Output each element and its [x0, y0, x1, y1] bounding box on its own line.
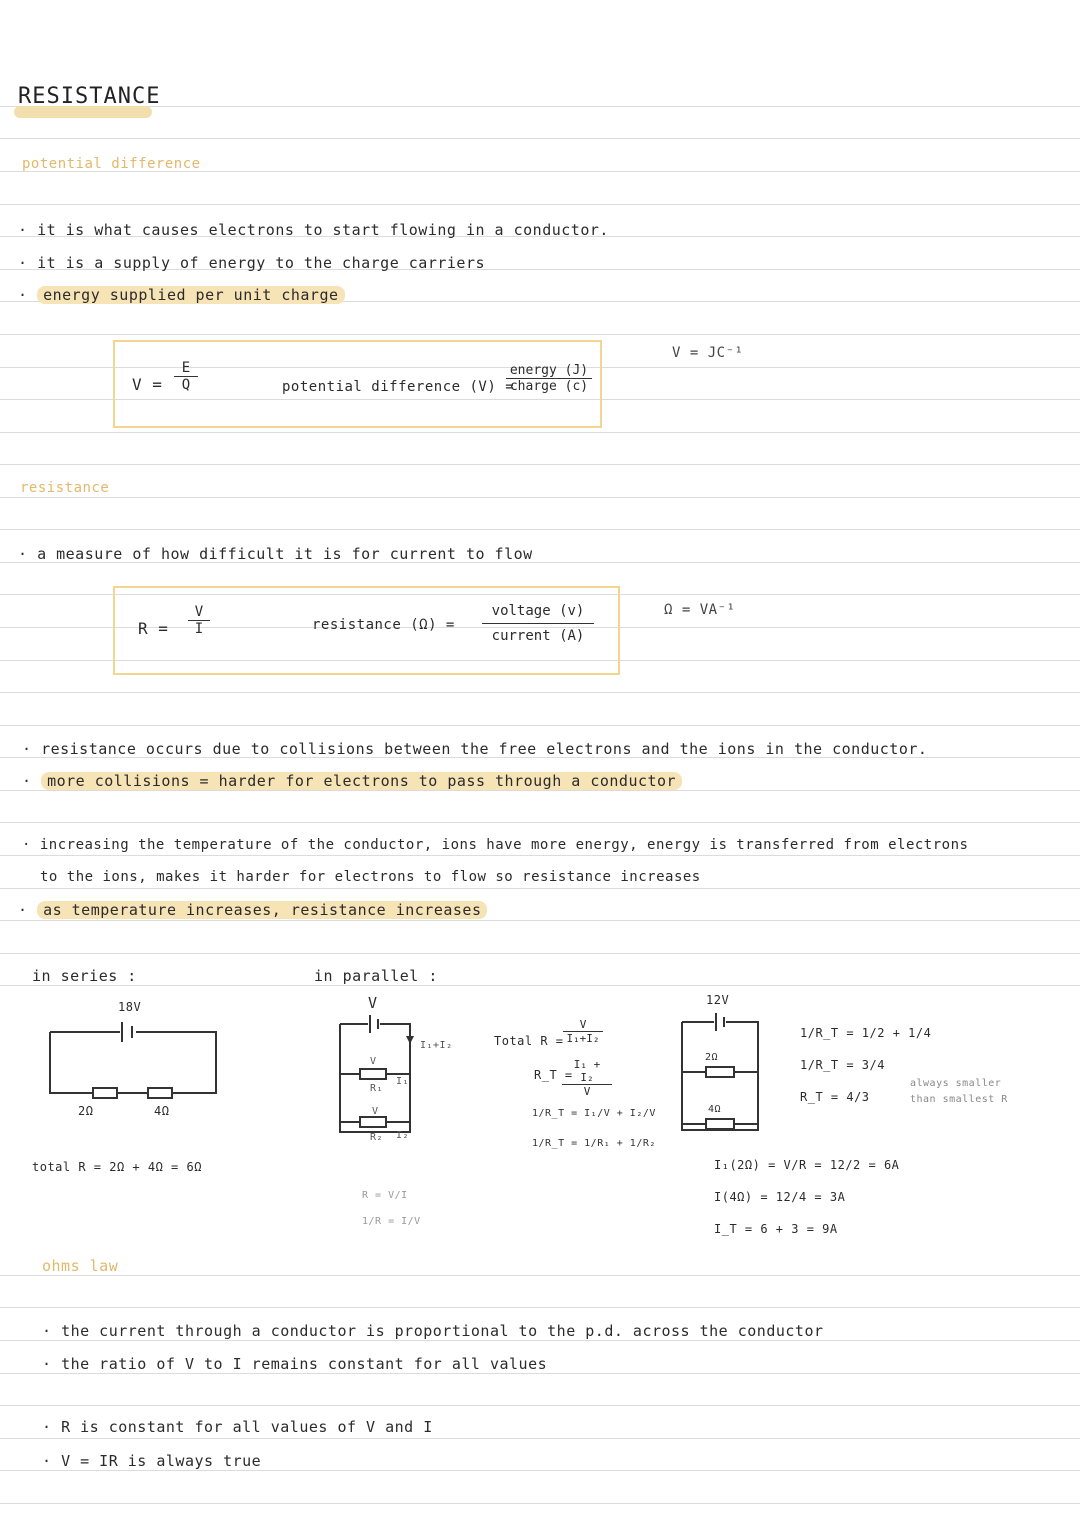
res-word-fraction: voltage (v) current (A) [482, 603, 594, 644]
parallel-i1: I₁ [396, 1076, 410, 1087]
ohms-heading: ohms law [42, 1257, 119, 1275]
example-line-1: 1/R_T = 1/2 + 1/4 [800, 1026, 932, 1040]
example-note-2: than smallest R [910, 1094, 1008, 1105]
example-r2: 4Ω [708, 1104, 722, 1115]
parallel-voltage: V [368, 994, 378, 1012]
pd-word-lhs: potential difference (V) = [282, 379, 515, 395]
example-line-3: R_T = 4/3 [800, 1090, 870, 1104]
parallel-v2: V [372, 1106, 379, 1117]
res-bullet: · a measure of how difficult it is for current to flow [18, 545, 533, 563]
pd-eq-fraction: $\frac{E}{Q}$ [174, 360, 198, 393]
pd-bullet-2: · it is a supply of energy to the charge carriers [18, 254, 486, 272]
series-r1-label: 2Ω [78, 1104, 94, 1118]
example-voltage: 12V [706, 993, 730, 1007]
pd-word-fraction: energy (J) charge (c) [506, 363, 592, 394]
parallel-v1: V [370, 1056, 377, 1067]
example-current-total: I_T = 6 + 3 = 9A [714, 1222, 838, 1236]
pd-unit: V = JC⁻¹ [672, 345, 744, 361]
parallel-rt-fraction: $\frac{\text{I₁ + I₂}}{V}$ [562, 1058, 612, 1098]
parallel-inverse-1: 1/R_T = I₁/V + I₂/V [532, 1108, 656, 1119]
page-title: RESISTANCE [18, 84, 161, 109]
parallel-inverse-2: 1/R_T = 1/R₁ + 1/R₂ [532, 1138, 656, 1149]
parallel-i2: I₂ [396, 1130, 410, 1141]
series-label: in series : [32, 967, 137, 985]
parallel-r-equation: R = V/I [362, 1190, 408, 1201]
example-note-1: always smaller [910, 1078, 1002, 1089]
pd-eq-lhs: V = [132, 375, 163, 394]
example-r1: 2Ω [705, 1052, 719, 1063]
collisions-bullet-2: · more collisions = harder for electrons to pass through a conductor [22, 772, 682, 790]
series-r2-label: 4Ω [154, 1104, 170, 1118]
parallel-r-inverse: 1/R = I/V [362, 1216, 421, 1227]
example-circuit [672, 1010, 772, 1140]
collisions-bullet-1: · resistance occurs due to collisions between the free electrons and the ions in the conductor. [22, 740, 928, 758]
parallel-rt-lhs: R_T = [534, 1068, 573, 1082]
parallel-i-total: I₁+I₂ [420, 1040, 453, 1051]
example-line-2: 1/R_T = 3/4 [800, 1058, 885, 1072]
temperature-line-2: to the ions, makes it harder for electrons to flow so resistance increases [40, 869, 701, 885]
parallel-r1: R₁ [370, 1083, 384, 1094]
example-current-2: I(4Ω) = 12/4 = 3A [714, 1190, 846, 1204]
res-heading: resistance [20, 480, 110, 496]
res-eq-lhs: R = [138, 619, 169, 638]
series-voltage: 18V [118, 1000, 142, 1014]
pd-heading: potential difference [22, 156, 201, 172]
pd-bullet-1: · it is what causes electrons to start flowing in a conductor. [18, 221, 609, 239]
temperature-line-1: · increasing the temperature of the conductor, ions have more energy, energy is transferred from electrons [22, 837, 969, 853]
parallel-r2: R₂ [370, 1132, 384, 1143]
parallel-total-lhs: Total R = [494, 1034, 564, 1048]
pd-bullet-3: · energy supplied per unit charge [18, 286, 345, 304]
temperature-highlight: · as temperature increases, resistance increases [18, 901, 487, 919]
ohms-bullet-3: · R is constant for all values of V and I [42, 1418, 433, 1436]
ohms-bullet-2: · the ratio of V to I remains constant for all values [42, 1355, 548, 1373]
ohms-bullet-1: · the current through a conductor is proportional to the p.d. across the conductor [42, 1322, 824, 1340]
ohms-bullet-4: · V = IR is always true [42, 1452, 262, 1470]
parallel-total-fraction: $\frac{V}{\text{I₁+I₂}}$ [563, 1018, 603, 1045]
parallel-label: in parallel : [314, 967, 438, 985]
series-total: total R = 2Ω + 4Ω = 6Ω [32, 1160, 202, 1174]
res-eq-fraction: $\frac{V}{I}$ [188, 604, 210, 637]
res-unit: Ω = VA⁻¹ [664, 602, 736, 618]
example-current-1: I₁(2Ω) = V/R = 12/2 = 6A [714, 1158, 900, 1172]
series-circuit [40, 1010, 230, 1110]
res-word-lhs: resistance (Ω) = [312, 617, 455, 633]
